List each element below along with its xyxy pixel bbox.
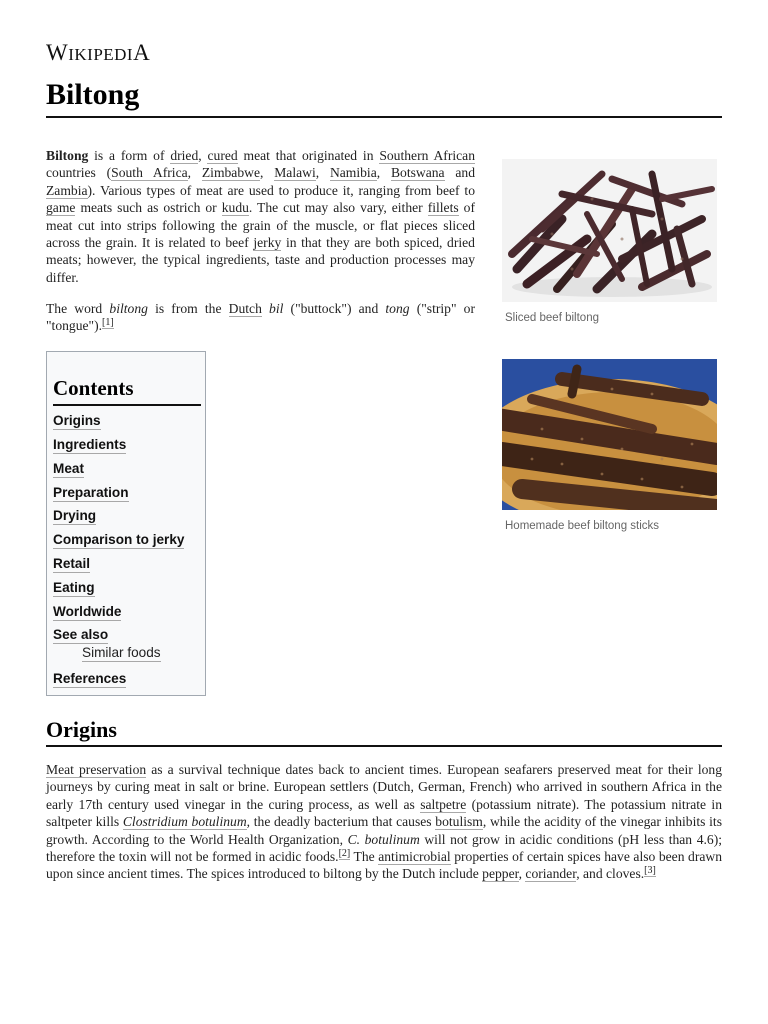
etymology-italic: bil — [269, 301, 284, 316]
title-divider — [46, 116, 722, 118]
lead-text: , — [260, 165, 275, 181]
toc-item-meat[interactable]: Meat — [53, 461, 84, 476]
section-heading-origins: Origins — [46, 717, 117, 742]
toc-item-comparison-to-jerky[interactable]: Comparison to jerky — [53, 532, 185, 547]
link-kudu[interactable]: kudu — [221, 200, 249, 216]
origins-paragraph — [46, 761, 722, 883]
origins-italic: C. botulinum — [347, 831, 420, 847]
link-antimicrobial[interactable]: antimicrobial — [378, 849, 451, 865]
link-south-africa[interactable]: South Africa — [111, 165, 188, 181]
etymology-text: ("strip" or "tongue"). — [46, 301, 475, 334]
link-zimbabwe[interactable]: Zimbabwe — [201, 165, 260, 181]
link-botulism[interactable]: botulism — [435, 814, 483, 830]
toc-subitem-similar-foods[interactable]: Similar foods — [82, 645, 161, 660]
etymology-italic: tong — [385, 301, 410, 316]
table-of-contents — [46, 351, 206, 696]
lead-text: , — [198, 148, 208, 163]
reference-1-link[interactable]: [1] — [102, 316, 114, 328]
lead-text: , — [187, 165, 202, 181]
lead-text: in that they are both spiced, dried meats; however, the typical ingredients, taste and production processes may differ. — [46, 235, 475, 285]
figure-homemade-biltong — [502, 359, 717, 532]
link-malawi[interactable]: Malawi — [274, 165, 316, 181]
link-fillets[interactable]: fillets — [427, 200, 459, 216]
lead-text: . The cut may also vary, either — [248, 200, 428, 216]
lead-text: , — [315, 165, 330, 181]
toc-item-origins[interactable]: Origins — [53, 413, 101, 428]
homemade-biltong-image[interactable] — [502, 359, 717, 515]
toc-item-see-also[interactable]: See also — [53, 627, 109, 642]
lead-text: meats such as ostrich or — [75, 200, 222, 216]
link-clostridium-botulinum[interactable]: Clostridium botulinum — [122, 814, 247, 830]
link-southern-african[interactable]: Southern African — [379, 148, 476, 163]
origins-text: , while the acidity of the vinegar inhibits its growth. According to the World Health Organization, — [46, 814, 722, 847]
link-saltpetre[interactable]: saltpetre — [420, 796, 467, 812]
link-zambia[interactable]: Zambia — [46, 182, 88, 198]
lead-text: and — [444, 165, 476, 181]
wordmark-last: A — [133, 40, 151, 65]
origins-text: (potassium nitrate). The potassium nitrate in saltpeter kills — [46, 796, 722, 830]
page-title: Biltong — [46, 78, 140, 111]
etymology-italic: biltong — [109, 301, 148, 316]
etymology-paragraph — [46, 300, 475, 335]
reference-3-link[interactable]: [3] — [644, 864, 656, 876]
link-coriander[interactable]: coriander — [525, 866, 577, 882]
lead-text: , — [376, 165, 391, 181]
toc-item-eating[interactable]: Eating — [53, 580, 95, 595]
toc-item-drying[interactable]: Drying — [53, 508, 97, 523]
link-jerky[interactable]: jerky — [253, 235, 282, 251]
link-botswana[interactable]: Botswana — [390, 165, 445, 181]
toc-item-worldwide[interactable]: Worldwide — [53, 604, 122, 619]
lead-text: is a form of — [88, 148, 171, 163]
link-pepper[interactable]: pepper — [482, 866, 519, 882]
wordmark-middle: IKIPEDI — [68, 45, 134, 64]
lead-text: ). Various types of meat are used to produce it, ranging from beef to — [87, 182, 475, 198]
etymology-text: The word — [46, 301, 110, 316]
toc-divider — [53, 404, 201, 406]
toc-item-preparation[interactable]: Preparation — [53, 485, 129, 500]
toc-item-retail[interactable]: Retail — [53, 556, 91, 571]
link-namibia[interactable]: Namibia — [329, 165, 377, 181]
lead-text: meat that originated in — [237, 148, 380, 163]
toc-item-ingredients[interactable]: Ingredients — [53, 437, 127, 452]
origins-text: , and cloves. — [576, 866, 645, 882]
reference-2-link[interactable]: [2] — [338, 847, 351, 859]
lead-term: Biltong — [46, 148, 89, 163]
link-dried[interactable]: dried — [170, 148, 199, 163]
figure-caption: Homemade beef biltong sticks — [505, 520, 660, 532]
origins-text: , the deadly bacterium that causes — [246, 814, 436, 830]
lead-text: countries ( — [46, 165, 112, 181]
etymology-text: is from the — [147, 301, 229, 316]
section-divider — [46, 745, 722, 747]
etymology-text: ("buttock") and — [283, 301, 386, 316]
link-cured[interactable]: cured — [207, 148, 238, 163]
lead-text: of meat cut into strips following the grain of the muscle, or flat pieces sliced across the grain. It is related to beef — [46, 200, 475, 251]
link-dutch[interactable]: Dutch — [228, 301, 262, 316]
origins-text: , — [518, 866, 526, 882]
wordmark-first: W — [46, 40, 69, 65]
toc-item-references[interactable]: References — [53, 671, 127, 686]
origins-text: The — [350, 849, 379, 865]
lead-paragraph — [46, 147, 475, 286]
wikipedia-wordmark[interactable] — [46, 40, 150, 66]
origins-text: properties of certain spices have also been drawn upon since ancient times. The spices introduced to biltong by the Dutch include — [46, 849, 722, 882]
etymology-text — [262, 301, 269, 316]
link-game[interactable]: game — [46, 200, 76, 216]
figure-caption: Sliced beef biltong — [505, 312, 599, 324]
link-meat-preservation[interactable]: Meat preservation — [46, 762, 147, 777]
origins-text: will not grow in acidic conditions (pH less than 4.6); therefore the toxin will not be formed in acidic foods. — [46, 831, 722, 865]
toc-title: Contents — [53, 376, 134, 400]
sliced-biltong-image[interactable] — [502, 159, 717, 307]
figure-sliced-biltong — [502, 159, 717, 324]
origins-text: as a survival technique dates back to ancient times. European seafarers preserved meat for their long journeys by curing meat in salt or brine. European settlers (Dutch, German, French) who arrived in southern Africa in the early 17th century used vinegar in the curing process, as well as — [46, 762, 722, 812]
